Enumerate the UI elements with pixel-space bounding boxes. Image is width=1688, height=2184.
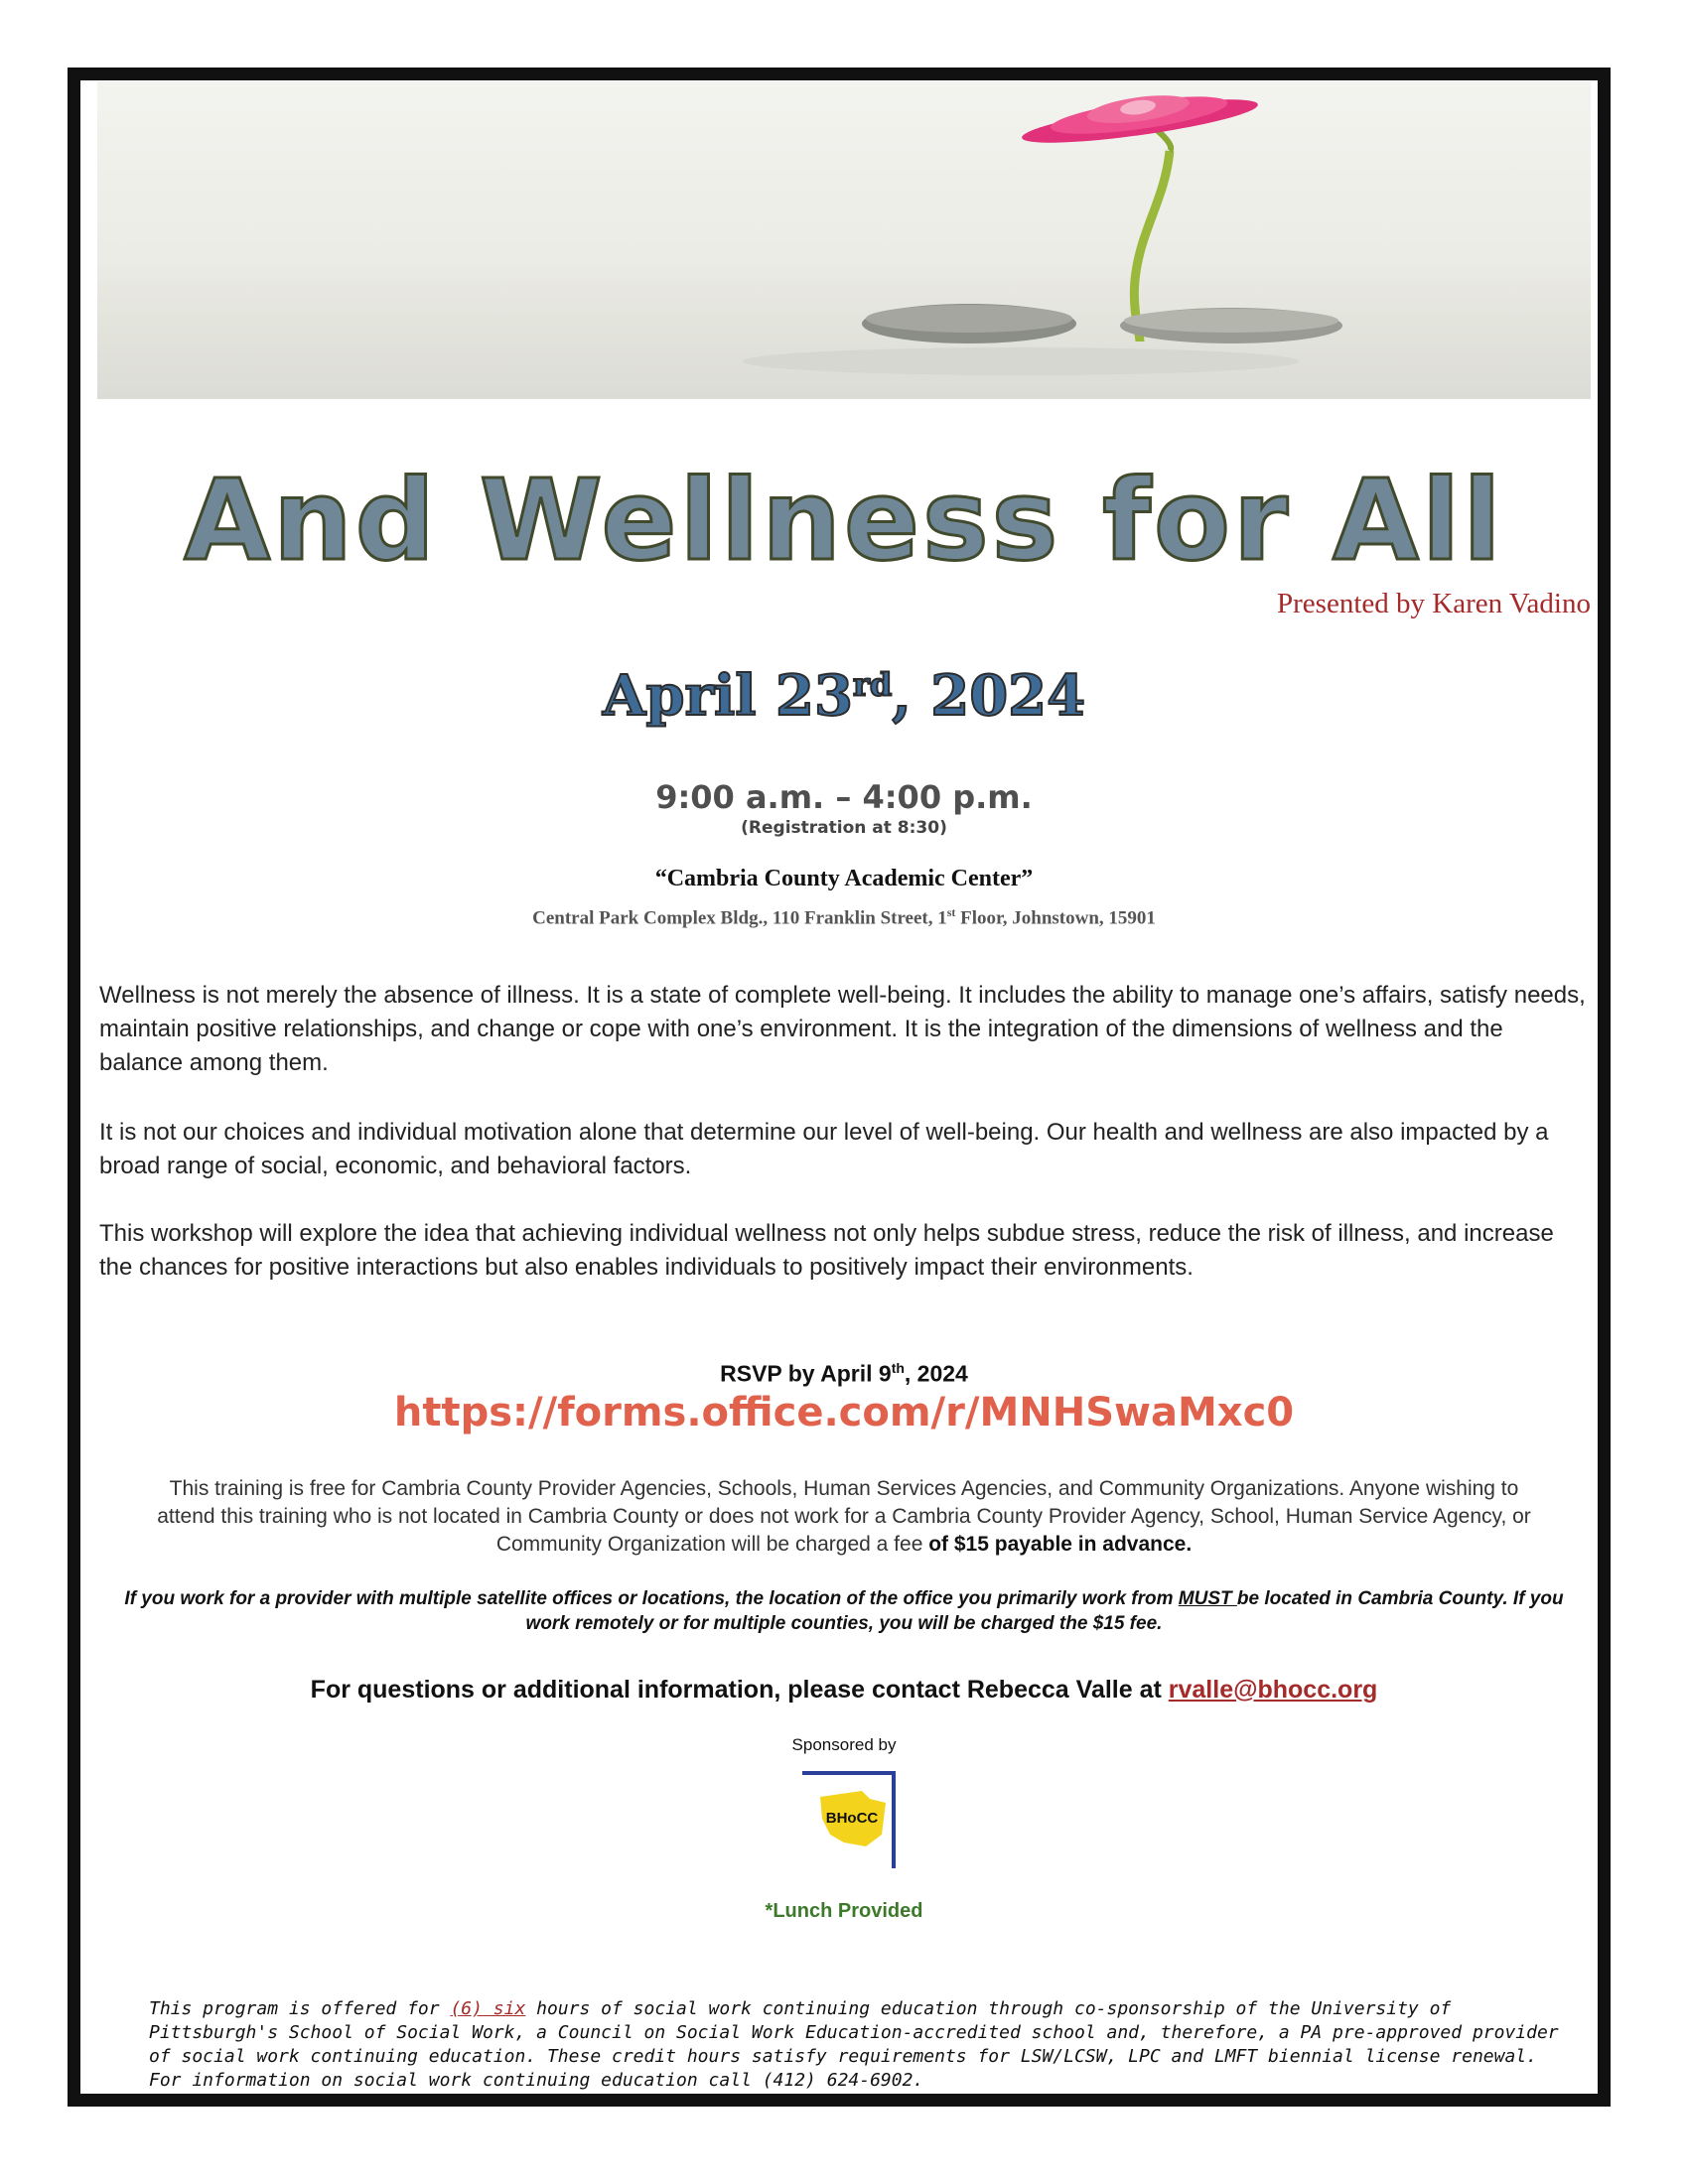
- address-part1: Central Park Complex Bldg., 110 Franklin Street, 1: [532, 907, 947, 929]
- address-floor-suffix: st: [946, 905, 956, 919]
- presenter-line: Presented by Karen Vadino: [1277, 588, 1591, 619]
- location-note: [119, 1586, 1569, 1636]
- lunch-provided: *Lunch Provided: [765, 1900, 923, 1922]
- event-time: 9:00 a.m. – 4:00 p.m.: [655, 778, 1033, 816]
- note-part2: be located in Cambria County. If you work remotely or for multiple counties, you will be charged the $15 fee.: [525, 1588, 1564, 1634]
- date-year: , 2024: [892, 663, 1086, 729]
- description-paragraph-1: Wellness is not merely the absence of illness. It is a state of complete well-being. It includes the ability to manage one’s affairs, satisfy needs, maintain positive relationships, and change or cope with one’s environment. It is the integration of the dimensions of wellness and the balance among them.: [99, 982, 1586, 1076]
- rsvp-form-link[interactable]: https://forms.office.com/r/MNHSwaMxc0: [393, 1390, 1295, 1435]
- rsvp-part1: RSVP by April 9: [720, 1360, 892, 1387]
- bhocc-logo-mark: [800, 1771, 896, 1870]
- contact-line: [0, 1676, 1688, 1705]
- date-suffix: rd: [853, 665, 893, 704]
- venue-name: “Cambria County Academic Center”: [654, 866, 1034, 891]
- rsvp-suffix: th: [891, 1360, 905, 1376]
- footer-hours: (6) six: [450, 1998, 526, 2019]
- registration-time: (Registration at 8:30): [741, 818, 947, 838]
- ce-credit-footer: [149, 1997, 1559, 2093]
- description-paragraph-3: This workshop will explore the idea that achieving individual wellness not only helps subdue stress, reduce the risk of illness, and increase the chances for positive interactions but also enables individuals to positively impact their environments.: [99, 1220, 1554, 1281]
- rsvp-deadline: [0, 1360, 1688, 1388]
- contact-email-link[interactable]: rvalle@bhocc.org: [1168, 1676, 1378, 1704]
- event-date: [0, 663, 1688, 729]
- bhocc-logo: [800, 1771, 896, 1870]
- fee-amount: of $15 payable in advance.: [928, 1533, 1193, 1556]
- fee-information: [139, 1475, 1549, 1559]
- contact-text: For questions or additional information, please contact Rebecca Valle at: [310, 1676, 1169, 1704]
- venue-address: [0, 905, 1688, 929]
- rsvp-part2: , 2024: [904, 1360, 968, 1387]
- logo-text: BHoCC: [825, 1810, 879, 1827]
- hero-flower-image: [97, 81, 1591, 399]
- date-main: April 23: [602, 663, 853, 729]
- description-paragraph-2: It is not our choices and individual motivation alone that determine our level of well-being. Our health and wellness are also impacted by a broad range of social, economic, and behavioral factors.: [99, 1119, 1549, 1179]
- footer-part2: hours of social work continuing education through co-sponsorship of the University of Pittsburgh's School of Social Work, a Council on Social Work Education-accredited school and, therefore, a PA pre-approved provider of social work continuing education. These credit hours satisfy requirements for LSW/LCSW, LPC and LMFT biennial license renewal. For information on social work continuing education call (412) 624-6902.: [149, 1998, 1559, 2091]
- fee-text: This training is free for Cambria County Provider Agencies, Schools, Human Services Agencies, and Community Organizations. Anyone wishing to attend this training who is not located in Cambria County or does not work for a Cambria County Provider Agency, School, Human Service Agency, or Community Organization will be charged a fee: [157, 1477, 1531, 1556]
- footer-part1: This program is offered for: [149, 1998, 451, 2019]
- address-part2: Floor, Johnstown, 15901: [955, 907, 1156, 929]
- sponsored-by-label: Sponsored by: [791, 1735, 897, 1754]
- note-part1: If you work for a provider with multiple satellite offices or locations, the location of the office you primarily work from: [124, 1588, 1179, 1609]
- event-title: And Wellness for All: [184, 457, 1504, 586]
- flower-on-stones-illustration: [97, 81, 1591, 399]
- note-must: MUST: [1178, 1588, 1237, 1609]
